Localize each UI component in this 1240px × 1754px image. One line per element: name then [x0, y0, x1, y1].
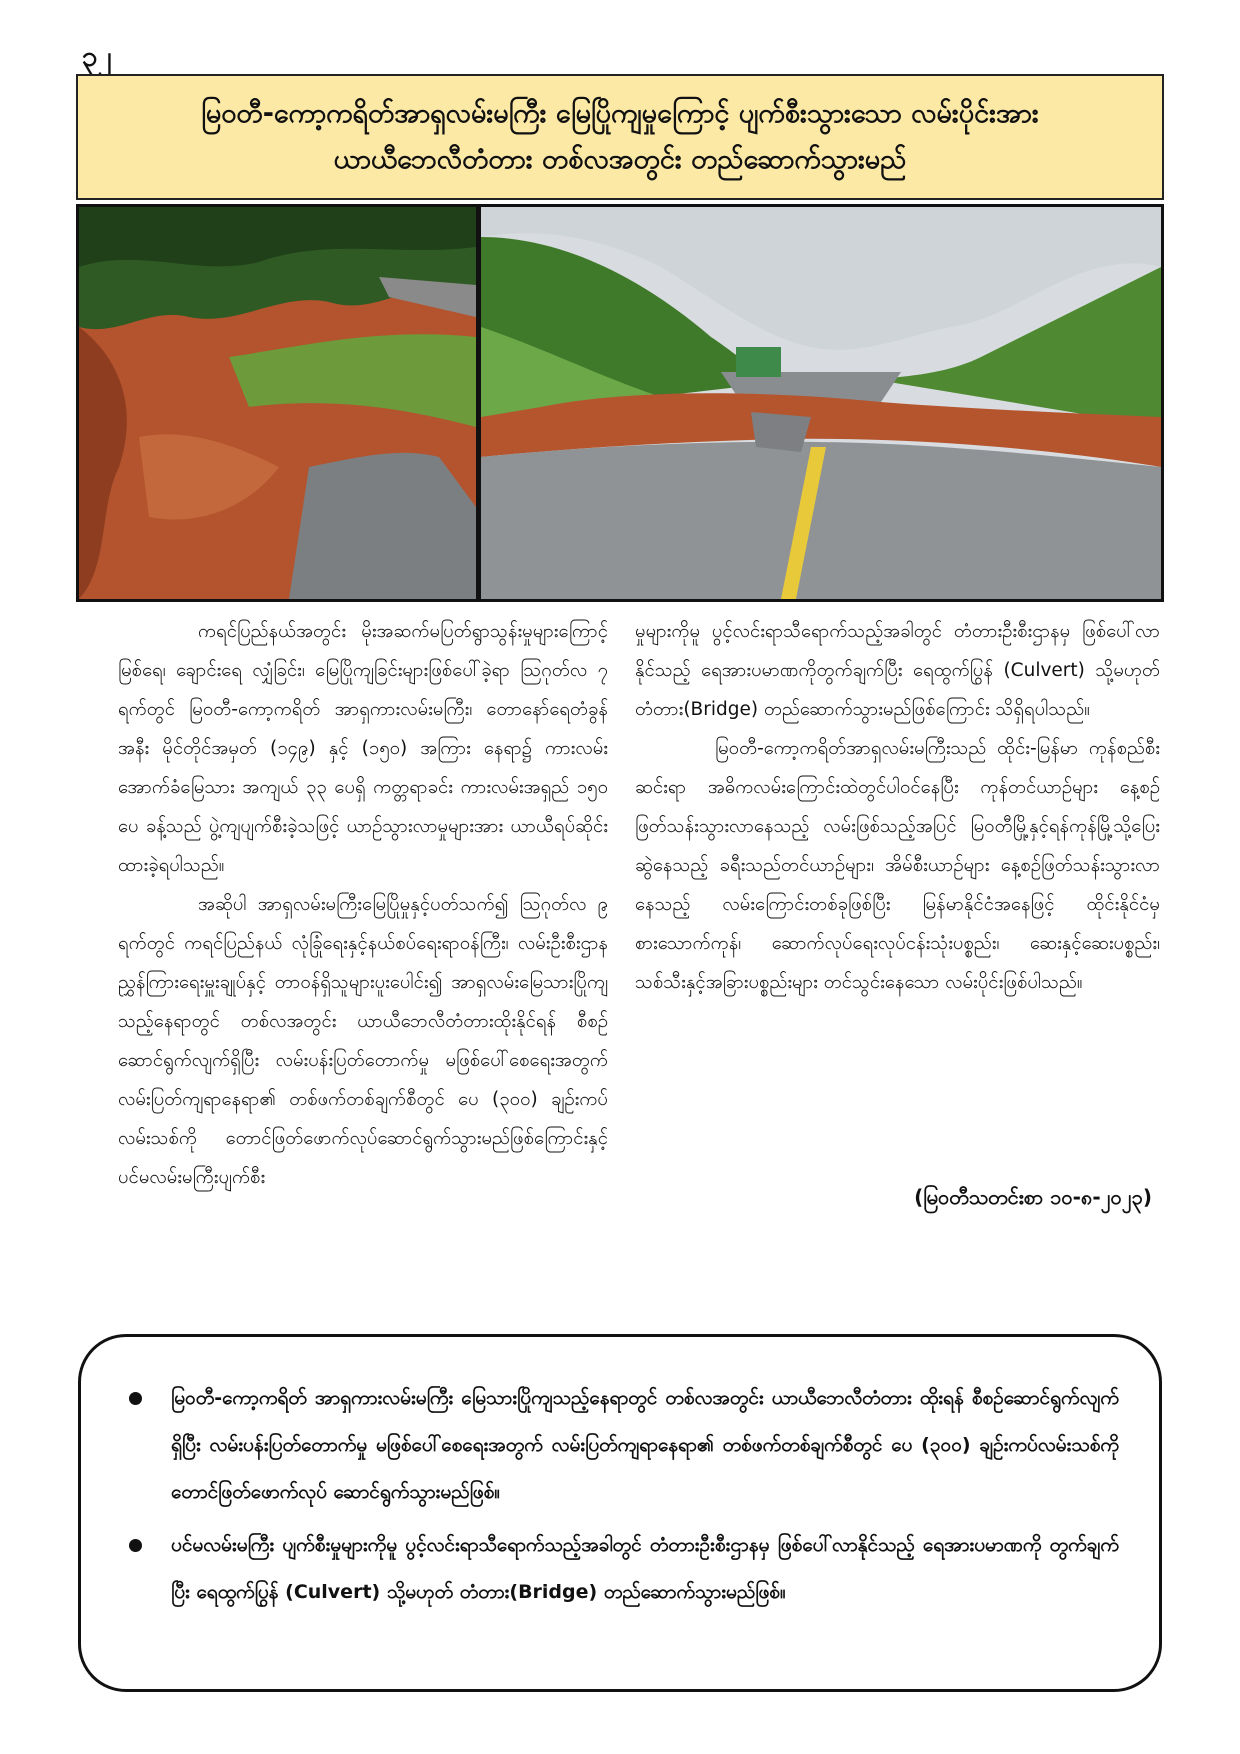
- article-column-left: [118, 612, 608, 1197]
- summary-item-text: မြဝတီ-ကော့ကရိတ် အာရှကားလမ်းမကြီး မြေသားပြိုကျသည့်နေရာတွင် တစ်လအတွင်း ယာယီဘေလီတံတား ထိုးရန် စီစဉ်ဆောင်ရွက်လျက်ရှိပြီး လမ်းပန်းပြတ်တောက်မှု မဖြစ်ပေါ်စေရေးအတွက် လမ်းပြတ်ကျရာနေရာ၏ တစ်ဖက်တစ်ချက်စီတွင် ပေ (၃၀၀) ချဉ်းကပ်လမ်းသစ်ကို တောင်ဖြတ်ဖောက်လုပ် ဆောင်ရွက်သွားမည်ဖြစ်။: [171, 1387, 1119, 1503]
- bullet-icon: [129, 1539, 142, 1552]
- article-paragraph-3: မြဝတီ-ကော့ကရိတ်အာရှလမ်းမကြီးသည် ထိုင်း-မြန်မာ ကုန်စည်စီးဆင်းရာ အဓိကလမ်းကြောင်းထဲတွင်ပါဝင်နေပြီး ကုန်တင်ယာဉ်များ နေ့စဉ်ဖြတ်သန်းသွားလာနေသည့် လမ်းဖြစ်သည့်အပြင် မြဝတီမြို့နှင့်ရန်ကုန်မြို့သို့ပြေးဆွဲနေသည့် ခရီးသည်တင်ယာဉ်များ၊ အိမ်စီးယာဉ်များ နေ့စဉ်ဖြတ်သန်းသွားလာနေသည့် လမ်းကြောင်းတစ်ခုဖြစ်ပြီး မြန်မာနိုင်ငံအနေဖြင့် ထိုင်းနိုင်ငံမှစားသောက်ကုန်၊ ဆောက်လုပ်ရေးလုပ်ငန်းသုံးပစ္စည်း၊ ဆေးနှင့်ဆေးပစ္စည်း၊ သစ်သီးနှင့်အခြားပစ္စည်းများ တင်သွင်းနေသော လမ်းပိုင်းဖြစ်ပါသည်။: [635, 738, 1160, 993]
- summary-box: [78, 1334, 1162, 1692]
- source-citation: (မြဝတီသတင်းစာ ၁၀-၈-၂၀၂၃): [914, 1185, 1152, 1209]
- landslide-photo-right: [481, 207, 1161, 599]
- page-number: ၃၂: [82, 40, 112, 73]
- bullet-icon: [129, 1392, 142, 1405]
- headline-box: [76, 74, 1164, 200]
- headline-line-2: ယာယီဘေလီတံတား တစ်လအတွင်း တည်ဆောက်သွားမည်: [333, 144, 907, 175]
- headline-line-1: မြဝတီ-ကော့ကရိတ်အာရှလမ်းမကြီး မြေပြိုကျမှုကြောင့် ပျက်စီးသွားသော လမ်းပိုင်းအား: [201, 98, 1039, 129]
- photo-strip: [76, 204, 1164, 602]
- landslide-photo-left: [79, 207, 476, 599]
- summary-item: [125, 1522, 1119, 1616]
- summary-list: [125, 1375, 1119, 1616]
- article-paragraph-2-continued: မှုများကိုမူ ပွင့်လင်းရာသီရောက်သည့်အခါတွင် တံတားဦးစီးဌာနမှ ဖြစ်ပေါ်လာနိုင်သည့် ရေအားပမာဏကိုတွက်ချက်ပြီး ရေထွက်ပြွန် (Culvert) သို့မဟုတ် တံတား(Bridge) တည်ဆောက်သွားမည်ဖြစ်ကြောင်း သိရှိရပါသည်။: [635, 621, 1160, 720]
- article-paragraph-2: အဆိုပါ အာရှလမ်းမကြီးမြေပြိုမှုနှင့်ပတ်သက်၍ ဩဂုတ်လ ၉ ရက်တွင် ကရင်ပြည်နယ် လုံခြုံရေးနှင့်နယ်စပ်ရေးရာဝန်ကြီး၊ လမ်းဦးစီးဌာန ညွှန်ကြားရေးမှူးချုပ်နှင့် တာဝန်ရှိသူများပူးပေါင်း၍ အာရှလမ်းမြေသားပြိုကျသည့်နေရာတွင် တစ်လအတွင်း ယာယီဘေလီတံတားထိုးနိုင်ရန် စီစဉ်ဆောင်ရွက်လျက်ရှိပြီး လမ်းပန်းပြတ်တောက်မှု မဖြစ်ပေါ်စေရေးအတွက် လမ်းပြတ်ကျရာနေရာ၏ တစ်ဖက်တစ်ချက်စီတွင် ပေ (၃၀၀) ချဉ်းကပ်လမ်းသစ်ကို တောင်ဖြတ်ဖောက်လုပ်ဆောင်ရွက်သွားမည်ဖြစ်ကြောင်းနှင့် ပင်မလမ်းမကြီးပျက်စီး: [118, 894, 608, 1188]
- article-column-right: [635, 612, 1160, 1002]
- article-paragraph-1: ကရင်ပြည်နယ်အတွင်း မိုးအဆက်မပြတ်ရွာသွန်းမှုများကြောင့် မြစ်ရေ၊ ချောင်းရေ လျှံခြင်း၊ မြေပြိုကျခြင်းများဖြစ်ပေါ်ခဲ့ရာ ဩဂုတ်လ ၇ ရက်တွင် မြဝတီ-ကော့ကရိတ် အာရှကားလမ်းမကြီး၊ တောနော်ရေတံခွန်အနီး မိုင်တိုင်အမှတ် (၁၄၉) နှင့် (၁၅၀) အကြား နေရာ၌ ကားလမ်းအောက်ခံမြေသား အကျယ် ၃၃ ပေရှိ ကတ္တရာခင်း ကားလမ်းအရှည် ၁၅၀ ပေ ခန့်သည် ပွဲ့ကျပျက်စီးခဲ့သဖြင့် ယာဉ်သွားလာမှုများအား ယာယီရပ်ဆိုင်းထားခဲ့ရပါသည်။: [118, 621, 608, 876]
- summary-item-text: ပင်မလမ်းမကြီး ပျက်စီးမှုများကိုမူ ပွင့်လင်းရာသီရောက်သည့်အခါတွင် တံတားဦးစီးဌာနမှ ဖြစ်ပေါ်လာနိုင်သည့် ရေအားပမာဏကို တွက်ချက်ပြီး ရေထွက်ပြွန် (Culvert) သို့မဟုတ် တံတား(Bridge) တည်ဆောက်သွားမည်ဖြစ်။: [171, 1534, 1119, 1603]
- summary-item: [125, 1375, 1119, 1516]
